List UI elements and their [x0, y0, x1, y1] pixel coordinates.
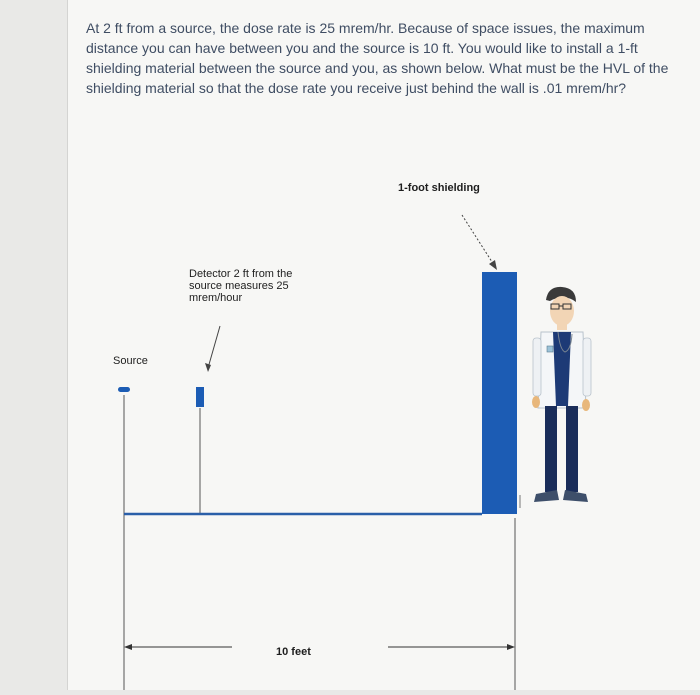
person-right-leg [566, 406, 578, 492]
person-shirt [553, 332, 571, 406]
question-text: At 2 ft from a source, the dose rate is 25 mrem/hr. Because of space issues, the maximum distance you can have between you and the source is 10 ft. You would like to install a 1-ft shielding material between the source and you, as shown below. What must be the HVL of the shielding material so that the dose rate you receive just behind the wall is .01 mrem/hr? [86, 20, 669, 96]
shielding-pointer-line [462, 215, 494, 265]
person-face [550, 296, 574, 326]
detector-pointer-arrowhead [205, 363, 211, 372]
shielding-label: 1-foot shielding [398, 182, 480, 194]
person-left-leg [545, 406, 557, 492]
detector-label [189, 268, 329, 304]
source-marker [118, 387, 130, 392]
detector-marker [196, 387, 204, 407]
person-right-arm [583, 338, 591, 396]
person-neck [557, 324, 567, 330]
detector-label-line-3: mrem/hour [189, 292, 243, 304]
distance-label: 10 feet [276, 646, 311, 658]
source-label: Source [113, 355, 148, 367]
distance-arrow-left-head [124, 644, 132, 650]
detector-label-line-1: Detector 2 ft from the [189, 268, 293, 280]
person-right-hand [582, 399, 590, 411]
detector-label-line-2: source measures 25 [189, 280, 289, 292]
distance-arrow-right-head [507, 644, 515, 650]
person-figure [532, 287, 591, 502]
shielding-pointer-arrowhead [489, 260, 497, 270]
person-left-arm [533, 338, 541, 396]
person-left-hand [532, 396, 540, 408]
person-badge [547, 346, 553, 352]
shielding-wall [482, 272, 517, 514]
detector-pointer-line [208, 326, 220, 368]
